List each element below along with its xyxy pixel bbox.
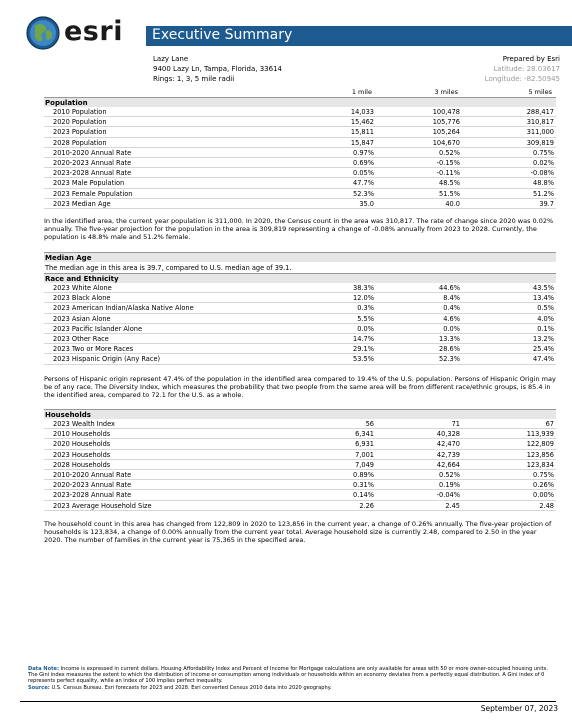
row-value: 0.00% bbox=[533, 491, 554, 500]
table-row bbox=[44, 314, 556, 324]
section-heading: Population bbox=[44, 97, 556, 107]
row-value: 15,462 bbox=[350, 118, 374, 127]
table-row bbox=[44, 460, 556, 470]
section-heading: Households bbox=[44, 409, 556, 419]
section-heading: Median Age bbox=[44, 252, 556, 262]
row-value: 0.31% bbox=[353, 481, 374, 490]
population-note: In the identified area, the current year population is 311,000. In 2020, the Census count in the area was 310,817. The rate of change since 2020 was 0.02% annually. The five-year projection for the population in the area is 309,819 representing a change of -0.08% annually from 2023 to 2028. Currently, the population is 48.8% male and 51.2% female. bbox=[44, 217, 554, 242]
table-row bbox=[44, 283, 556, 293]
row-value: 47.7% bbox=[353, 179, 374, 188]
median-age-section bbox=[44, 252, 556, 262]
site-info bbox=[153, 54, 282, 84]
row-value: 2.45 bbox=[445, 501, 460, 510]
row-label: 2023 Black Alone bbox=[53, 294, 111, 303]
row-value: 48.8% bbox=[533, 179, 554, 188]
row-label: 2023 White Alone bbox=[53, 284, 112, 292]
row-value: 0.0% bbox=[443, 324, 460, 333]
row-value: 13.2% bbox=[533, 334, 554, 343]
row-label: 2023 Hispanic Origin (Any Race) bbox=[53, 355, 161, 364]
row-value: 71 bbox=[451, 420, 460, 428]
row-value: 5.5% bbox=[357, 314, 374, 323]
table-row bbox=[44, 501, 556, 511]
site-address: 9400 Lazy Ln, Tampa, Florida, 33614 bbox=[153, 65, 282, 73]
row-value: 0.0% bbox=[357, 324, 374, 333]
longitude: Longitude: -82.50945 bbox=[484, 75, 560, 83]
table-row bbox=[44, 303, 556, 313]
row-value: 104,670 bbox=[432, 138, 460, 147]
row-value: 47.4% bbox=[533, 355, 554, 364]
row-value: 4.0% bbox=[537, 314, 554, 323]
row-value: 14.7% bbox=[353, 334, 374, 343]
row-value: 0.75% bbox=[533, 470, 554, 479]
prepared-info bbox=[485, 54, 560, 84]
row-label: 2020-2023 Annual Rate bbox=[53, 481, 132, 490]
row-value: 0.52% bbox=[439, 148, 460, 157]
row-value: 6,931 bbox=[355, 440, 374, 449]
latitude: Latitude: 28.03617 bbox=[493, 65, 560, 73]
table-row bbox=[44, 344, 556, 354]
report-title: Executive Summary bbox=[152, 27, 293, 43]
row-value: 0.05% bbox=[353, 169, 374, 178]
row-value: 288,417 bbox=[526, 108, 554, 116]
row-value: 7,001 bbox=[355, 450, 374, 459]
source-label: Source: bbox=[28, 684, 50, 691]
table-row bbox=[44, 189, 556, 199]
row-value: 7,049 bbox=[355, 460, 374, 469]
row-value: 123,856 bbox=[526, 450, 554, 459]
row-label: 2023-2028 Annual Rate bbox=[53, 491, 132, 500]
row-label: 2023 Female Population bbox=[53, 189, 133, 198]
column-header-5mile: 5 miles bbox=[528, 88, 552, 96]
row-label: 2023 Male Population bbox=[53, 179, 125, 188]
row-value: 42,470 bbox=[436, 440, 460, 449]
row-value: 0.26% bbox=[533, 481, 554, 490]
row-value: 8.4% bbox=[443, 294, 460, 303]
table-row bbox=[44, 490, 556, 500]
footer-divider bbox=[20, 701, 556, 702]
row-value: 29.1% bbox=[353, 345, 374, 354]
row-value: 13.4% bbox=[533, 294, 554, 303]
row-value: 0.4% bbox=[443, 304, 460, 313]
row-label: 2023 Two or More Races bbox=[53, 345, 134, 354]
population-table bbox=[44, 107, 556, 209]
row-value: 0.97% bbox=[353, 148, 374, 157]
row-label: 2020-2023 Annual Rate bbox=[53, 158, 132, 167]
table-row bbox=[44, 199, 556, 209]
row-label: 2028 Population bbox=[53, 138, 107, 147]
row-value: 13.3% bbox=[439, 334, 460, 343]
row-label: 2010-2020 Annual Rate bbox=[53, 470, 132, 479]
row-value: 122,809 bbox=[526, 440, 554, 449]
households-note: The household count in this area has changed from 122,809 in 2020 to 123,856 in the current year, a change of 0.26% annually. The five-year projection of households is 123,834, a change of 0.00% annually from the current year total. Average household size is currently 2.48, compared to 2.50 in the year 2020. The number of families in the current year is 75,365 in the specified area. bbox=[44, 520, 552, 545]
population-section bbox=[44, 97, 556, 209]
data-note-label: Data Note: bbox=[28, 666, 60, 672]
row-value: 38.3% bbox=[353, 284, 374, 292]
table-row bbox=[44, 354, 556, 364]
households-section bbox=[44, 409, 556, 511]
race-section bbox=[44, 273, 556, 365]
table-row bbox=[44, 117, 556, 127]
row-label: 2010 Households bbox=[53, 430, 111, 439]
row-value: 15,811 bbox=[350, 128, 374, 137]
row-label: 2023 Pacific Islander Alone bbox=[53, 324, 143, 333]
row-label: 2023 Other Race bbox=[53, 334, 109, 343]
row-value: 0.02% bbox=[533, 158, 554, 167]
row-value: 15,847 bbox=[350, 138, 374, 147]
table-row bbox=[44, 148, 556, 158]
households-table bbox=[44, 419, 556, 511]
column-header-1mile: 1 mile bbox=[351, 88, 372, 96]
row-value: 40.0 bbox=[445, 199, 460, 208]
table-row bbox=[44, 158, 556, 168]
site-rings: Rings: 1, 3, 5 mile radii bbox=[153, 75, 235, 83]
row-value: 310,817 bbox=[526, 118, 554, 127]
row-label: 2028 Households bbox=[53, 460, 111, 469]
row-value: 0.89% bbox=[353, 470, 374, 479]
row-value: 123,834 bbox=[526, 460, 554, 469]
site-name: Lazy Lane bbox=[153, 55, 189, 63]
row-value: 0.14% bbox=[353, 491, 374, 500]
row-value: -0.08% bbox=[530, 169, 554, 178]
row-value: 52.3% bbox=[439, 355, 460, 364]
row-value: -0.15% bbox=[436, 158, 460, 167]
row-value: 0.5% bbox=[537, 304, 554, 313]
row-label: 2023 Wealth Index bbox=[53, 420, 115, 428]
row-value: 0.3% bbox=[357, 304, 374, 313]
row-value: 0.52% bbox=[439, 470, 460, 479]
row-value: 56 bbox=[365, 420, 374, 428]
row-value: 100,478 bbox=[432, 108, 460, 116]
row-value: 35.0 bbox=[359, 199, 374, 208]
row-label: 2020 Population bbox=[53, 118, 107, 127]
row-value: 105,776 bbox=[432, 118, 460, 127]
row-value: 51.5% bbox=[439, 189, 460, 198]
row-value: 44.6% bbox=[439, 284, 460, 292]
row-label: 2010 Population bbox=[53, 108, 107, 116]
table-row bbox=[44, 450, 556, 460]
table-row bbox=[44, 429, 556, 439]
table-row bbox=[44, 178, 556, 188]
row-value: 0.75% bbox=[533, 148, 554, 157]
row-value: 42,664 bbox=[436, 460, 460, 469]
data-note-text: Income is expressed in current dollars. Housing Affordability Index and Percent of Income for Mortgage calculations are only available for areas with 50 or more owner-occupied housing units. The Gini index measures the extent to which the distribution of income or consumption among individuals or households within an economy deviates from a perfectly equal distribution. A Gini index of 0 represents perfect equality, while an index of 100 implies perfect inequality. bbox=[28, 666, 548, 685]
row-label: 2023 Median Age bbox=[53, 199, 111, 208]
column-header-3mile: 3 miles bbox=[434, 88, 458, 96]
row-value: 39.7 bbox=[539, 199, 554, 208]
row-value: 14,033 bbox=[350, 108, 374, 116]
table-row bbox=[44, 293, 556, 303]
table-row bbox=[44, 419, 556, 429]
brand-logo-text: esri bbox=[64, 16, 123, 47]
row-label: 2010-2020 Annual Rate bbox=[53, 148, 132, 157]
row-value: -0.04% bbox=[436, 491, 460, 500]
row-label: 2023-2028 Annual Rate bbox=[53, 169, 132, 178]
race-note: Persons of Hispanic origin represent 47.4% of the population in the identified area compared to 19.4% of the U.S. population. Persons of Hispanic Origin may be of any race. The Diversity Index, which measures the probability that two people from the same area will be from different race/ethnic groups, is 85.4 in the identified area, compared to 72.1 for the U.S. as a whole. bbox=[44, 375, 556, 400]
row-label: 2023 Average Household Size bbox=[53, 501, 152, 510]
row-value: 309,819 bbox=[526, 138, 554, 147]
row-value: 51.2% bbox=[533, 189, 554, 198]
row-value: 52.3% bbox=[353, 189, 374, 198]
row-value: 40,328 bbox=[436, 430, 460, 439]
row-value: 4.6% bbox=[443, 314, 460, 323]
row-value: 53.5% bbox=[353, 355, 374, 364]
race-table bbox=[44, 283, 556, 365]
row-value: -0.11% bbox=[436, 169, 460, 178]
row-label: 2023 American Indian/Alaska Native Alone bbox=[53, 304, 194, 313]
row-value: 113,939 bbox=[526, 430, 554, 439]
table-row bbox=[44, 168, 556, 178]
table-row bbox=[44, 439, 556, 449]
row-value: 0.19% bbox=[439, 481, 460, 490]
row-value: 43.5% bbox=[533, 284, 554, 292]
row-label: 2023 Population bbox=[53, 128, 107, 137]
table-row bbox=[44, 138, 556, 148]
row-value: 2.26 bbox=[359, 501, 374, 510]
table-row bbox=[44, 334, 556, 344]
table-row bbox=[44, 107, 556, 117]
row-value: 0.1% bbox=[537, 324, 554, 333]
report-header bbox=[20, 12, 556, 62]
section-heading: Race and Ethnicity bbox=[44, 273, 556, 283]
prepared-by: Prepared by Esri bbox=[502, 55, 560, 63]
table-row bbox=[44, 470, 556, 480]
median-age-text: The median age in this area is 39.7, compared to U.S. median age of 39.1. bbox=[44, 263, 556, 274]
row-value: 0.69% bbox=[353, 158, 374, 167]
row-value: 67 bbox=[545, 420, 554, 428]
row-value: 25.4% bbox=[533, 345, 554, 354]
row-value: 28.6% bbox=[439, 345, 460, 354]
report-date: September 07, 2023 bbox=[480, 704, 558, 713]
row-label: 2023 Asian Alone bbox=[53, 314, 111, 323]
table-row bbox=[44, 480, 556, 490]
footer-notes bbox=[28, 666, 548, 691]
row-value: 48.5% bbox=[439, 179, 460, 188]
row-value: 12.0% bbox=[353, 294, 374, 303]
row-value: 105,264 bbox=[432, 128, 460, 137]
row-value: 6,341 bbox=[355, 430, 374, 439]
globe-logo-icon bbox=[26, 16, 60, 50]
table-row bbox=[44, 324, 556, 334]
title-bar bbox=[146, 26, 572, 46]
row-label: 2020 Households bbox=[53, 440, 111, 449]
source-text: U.S. Census Bureau. Esri forecasts for 2023 and 2028. Esri converted Census 2010 data into 2020 geography. bbox=[51, 684, 332, 691]
table-row bbox=[44, 127, 556, 137]
row-label: 2023 Households bbox=[53, 450, 111, 459]
column-headers bbox=[44, 88, 556, 97]
row-value: 311,000 bbox=[526, 128, 554, 137]
row-value: 42,739 bbox=[436, 450, 460, 459]
row-value: 2.48 bbox=[539, 501, 554, 510]
